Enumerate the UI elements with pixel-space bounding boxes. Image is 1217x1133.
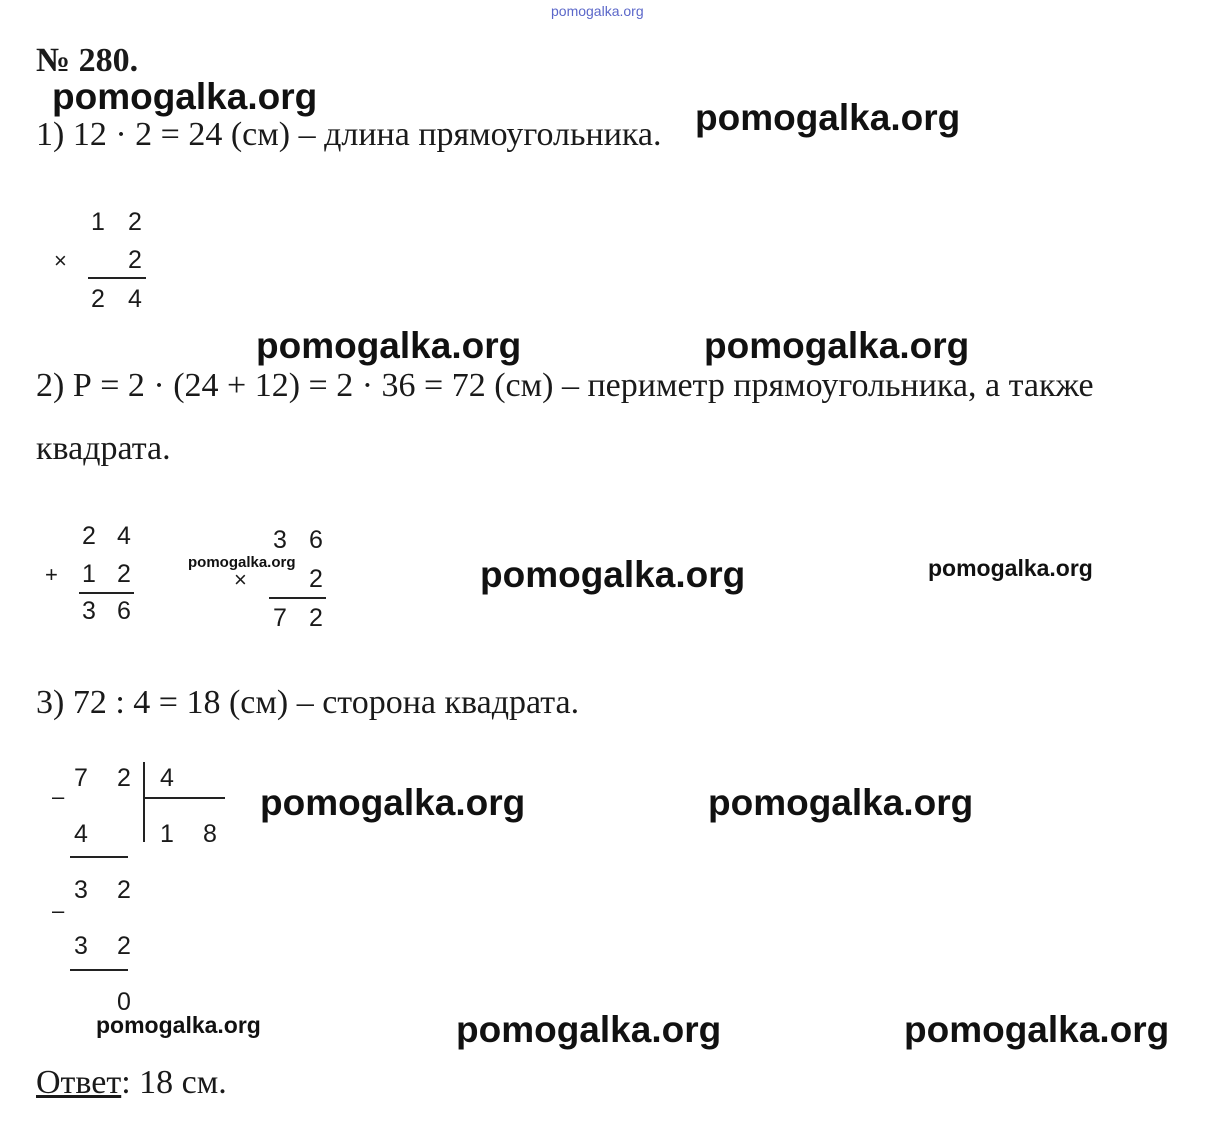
digit: 3 [74, 876, 88, 904]
digit: 2 [82, 522, 96, 550]
digit: 2 [128, 246, 142, 274]
solution-step-1: 1) 12 · 2 = 24 (см) – длина прямоугольника. [36, 116, 662, 153]
minus-sign: – [52, 898, 65, 923]
digit: 3 [273, 526, 287, 554]
sum-line [70, 856, 128, 858]
multiply-sign: × [54, 248, 67, 273]
sum-line [269, 597, 326, 599]
watermark-top: pomogalka.org [551, 3, 644, 19]
sum-line [88, 277, 146, 279]
answer-value: : 18 см. [121, 1064, 227, 1101]
digit: 7 [273, 604, 287, 632]
digit: 7 [74, 764, 88, 792]
digit: 2 [117, 932, 131, 960]
division-bar [143, 797, 225, 799]
watermark: pomogalka.org [96, 1012, 261, 1038]
sum-line [79, 592, 134, 594]
plus-sign: + [45, 562, 58, 587]
digit: 2 [117, 764, 131, 792]
digit: 6 [117, 597, 131, 625]
watermark: pomogalka.org [188, 554, 296, 571]
problem-number: № 280. [36, 42, 139, 79]
digit: 2 [91, 285, 105, 313]
digit: 2 [309, 604, 323, 632]
digit: 2 [117, 876, 131, 904]
watermark: pomogalka.org [695, 97, 961, 138]
digit: 6 [309, 526, 323, 554]
answer [36, 1064, 227, 1102]
digit: 2 [309, 565, 323, 593]
digit: 4 [74, 820, 88, 848]
answer-label: Ответ [36, 1064, 122, 1101]
watermark: pomogalka.org [708, 782, 974, 823]
watermark: pomogalka.org [704, 325, 970, 366]
watermark: pomogalka.org [928, 555, 1093, 581]
solution-step-3: 3) 72 : 4 = 18 (см) – сторона квадрата. [36, 684, 580, 721]
watermark: pomogalka.org [260, 782, 526, 823]
digit: 1 [82, 560, 96, 588]
digit: 1 [160, 820, 174, 848]
minus-sign: – [52, 784, 65, 809]
watermark: pomogalka.org [456, 1009, 722, 1050]
digit: 2 [117, 560, 131, 588]
division-bar [143, 762, 145, 842]
sum-line [70, 969, 128, 971]
solution-step-2: 2) Р = 2 · (24 + 12) = 2 · 36 = 72 (см) – периметр прямоугольника, а также [36, 367, 1094, 404]
digit: 3 [82, 597, 96, 625]
watermark: pomogalka.org [480, 554, 746, 595]
watermark: pomogalka.org [256, 325, 522, 366]
digit: 4 [128, 285, 142, 313]
multiply-sign: × [234, 567, 247, 592]
digit: 1 [91, 208, 105, 236]
digit: 3 [74, 932, 88, 960]
digit: 2 [128, 208, 142, 236]
watermark: pomogalka.org [904, 1009, 1170, 1050]
digit: 4 [117, 522, 131, 550]
watermark: pomogalka.org [52, 76, 318, 117]
digit: 0 [117, 988, 131, 1016]
solution-step-2-cont: квадрата. [36, 430, 171, 467]
digit: 8 [203, 820, 217, 848]
digit: 4 [160, 764, 174, 792]
